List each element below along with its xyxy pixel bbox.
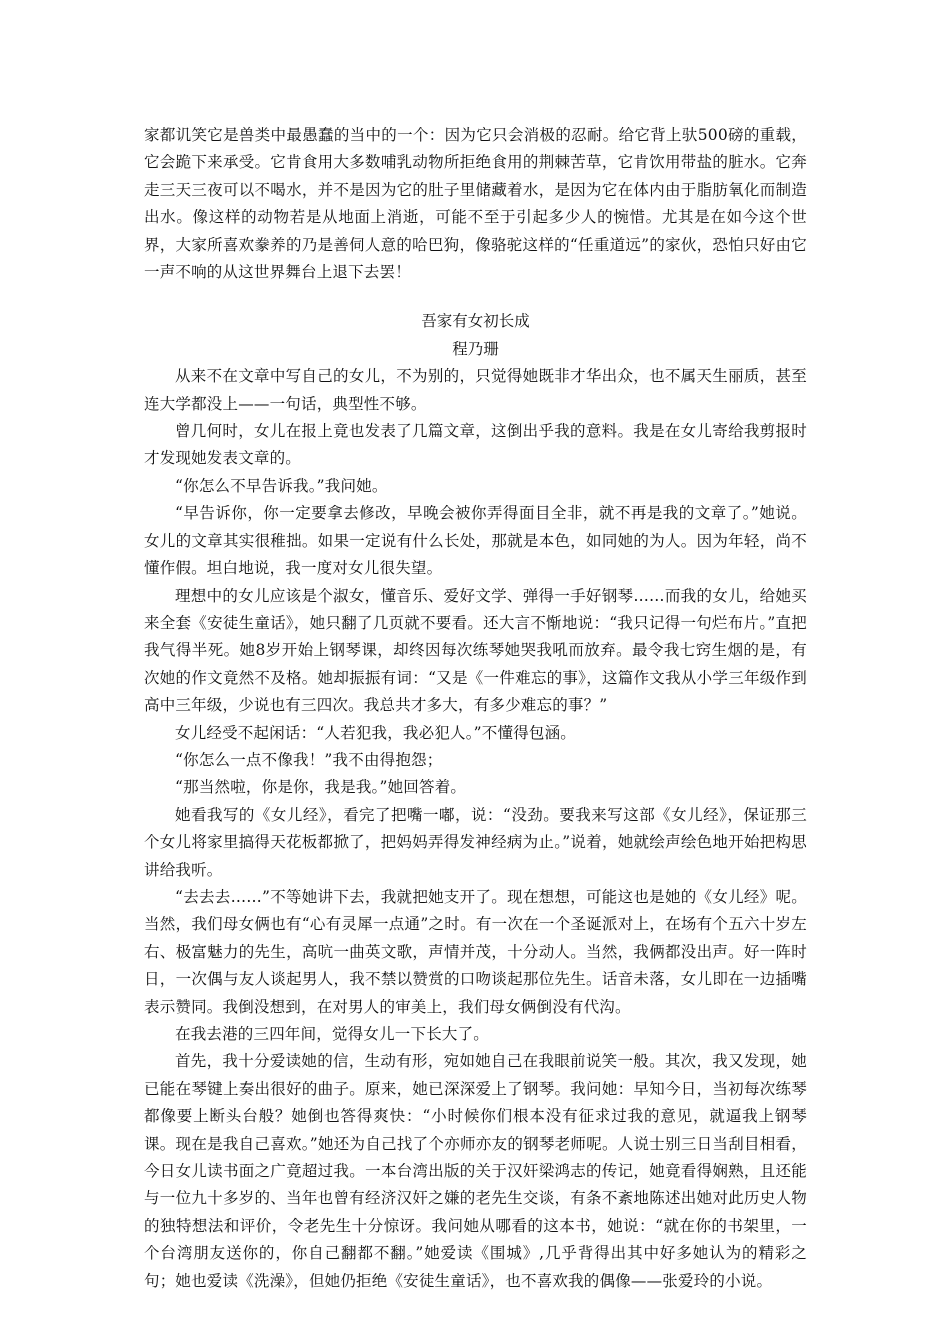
article-paragraph: 她看我写的《女儿经》，看完了把嘴一嘟，说：“没劲。要我来写这部《女儿经》，保证那三个女儿将家里搞得天花板都掀了，把妈妈弄得发神经病为止。”说着，她就绘声绘色地开始把构思讲给我听。 (144, 805, 807, 879)
article-paragraph: 首先，我十分爱读她的信，生动有形，宛如她自己在我眼前说笑一般。其次，我又发现，她已能在琴键上奏出很好的曲子。原来，她已深深爱上了钢琴。我问她：早知今日，当初每次练琴都像要上断头台般？她倒也答得爽快：“小时候你们根本没有征求过我的意见，就逼我上钢琴课。现在是我自己喜欢。”她还为自己找了个亦师亦友的钢琴老师呢。人说士别三日当刮目相看，今日女儿读书面之广竟超过我。一本台湾出版的关于汉奸梁鸿志的传记，她竟看得娴熟，且还能与一位九十多岁的、当年也曾有经济汉奸之嫌的老先生交谈，有条不紊地陈述出她对此历史人物的独特想法和评价，令老先生十分惊讶。我问她从哪看的这本书，她说：“就在你的书架里，一个台湾朋友送你的，你自己翻都不翻。”她爱读《围城》,几乎背得出其中好多她认为的精彩之句；她也爱读《洗澡》，但她仍拒绝《安徒生童话》，也不喜欢我的偶像——张爱玲的小说。 (144, 1052, 807, 1290)
intro-paragraph: 家都讥笑它是兽类中最愚蠢的当中的一个：因为它只会消极的忍耐。给它背上驮500磅的重载，它会跪下来承受。它肯食用大多数哺乳动物所拒绝食用的荆棘苦草，它肯饮用带盐的脏水。它奔走三天三夜可以不喝水，并不是因为它的肚子里储藏着水，是因为它在体内由于脂肪氧化而制造出水。像这样的动物若是从地面上消逝，可能不至于引起多少人的惋惜。尤其是在如今这个世界，大家所喜欢豢养的乃是善伺人意的哈巴狗，像骆驼这样的“任重道远”的家伙，恐怕只好由它一声不响的从这世界舞台上退下去罢！ (144, 126, 807, 282)
article-paragraph: “你怎么一点不像我！”我不由得抱怨； (175, 750, 443, 769)
article-paragraph: 曾几何时，女儿在报上竟也发表了几篇文章，这倒出乎我的意料。我是在女儿寄给我剪报时才发现她发表文章的。 (144, 422, 807, 468)
article-paragraph: 在我去港的三四年间，觉得女儿一下长大了。 (175, 1025, 490, 1043)
article-author: 程乃珊 (452, 339, 499, 358)
article-paragraph: “去去去……”不等她讲下去，我就把她支开了。现在想想，可能这也是她的《女儿经》呢。当然，我们母女俩也有“心有灵犀一点通”之时。有一次在一个圣诞派对上，在场有个五六十岁左右、极富魅力的先生，高吭一曲英文歌，声情并茂，十分动人。当然，我俩都没出声。好一阵时日，一次偶与友人谈起男人，我不禁以赞赏的口吻谈起那位先生。话音未落，女儿即在一边插嘴表示赞同。我倒没想到，在对男人的审美上，我们母女俩倒没有代沟。 (144, 887, 807, 1016)
article-paragraph: “你怎么不早告诉我。”我问她。 (175, 476, 388, 495)
article-paragraph: 从来不在文章中写自己的女儿，不为别的，只觉得她既非才华出众，也不属天生丽质，甚至连大学都没上——一句话，典型性不够。 (144, 367, 807, 413)
article-paragraph: 理想中的女儿应该是个淑女，懂音乐、爱好文学、弹得一手好钢琴……而我的女儿，给她买来全套《安徒生童话》，她只翻了几页就不要看。还大言不惭地说：“我只记得一句烂布片。”直把我气得半死。她8岁开始上钢琴课，却终因每次练琴她哭我吼而放弃。最令我七窍生烟的是，有次她的作文竟然不及格。她却振振有词：“又是《一件难忘的事》，这篇作文我从小学三年级作到高中三年级，少说也有三四次。我总共才多大，有多少难忘的事？” (144, 586, 807, 715)
article-paragraph: “早告诉你，你一定要拿去修改，早晚会被你弄得面目全非，就不再是我的文章了。”她说。女儿的文章其实很稚拙。如果一定说有什么长处，那就是本色，如同她的为人。因为年轻，尚不懂作假。坦白地说，我一度对女儿很失望。 (144, 504, 807, 578)
article-paragraph: “那当然啦，你是你，我是我。”她回答着。 (175, 778, 467, 797)
article-paragraph: 女儿经受不起闲话：“人若犯我，我必犯人。”不懂得包涵。 (175, 723, 576, 742)
document-page (144, 122, 807, 1295)
article-title: 吾家有女初长成 (421, 312, 530, 331)
